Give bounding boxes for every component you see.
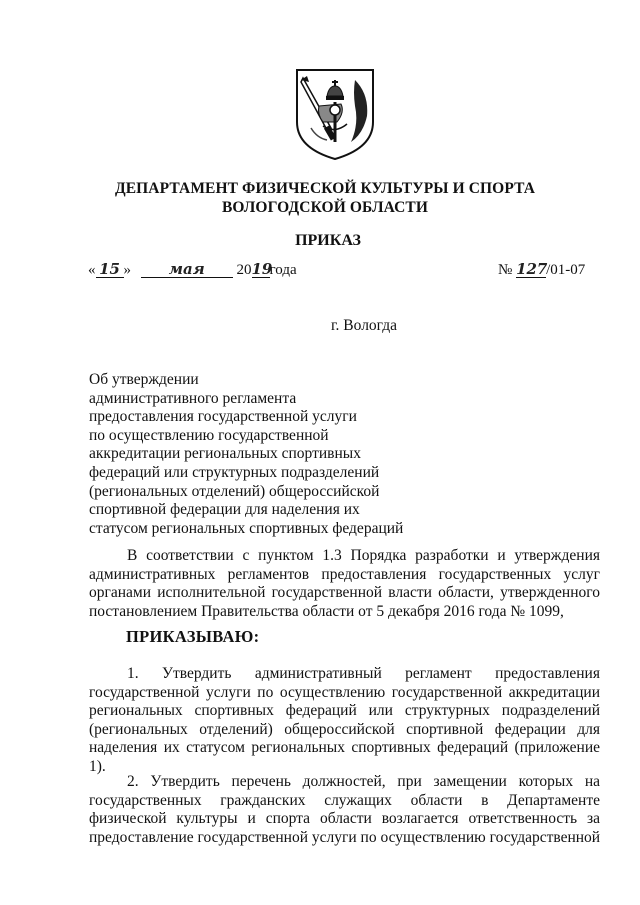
- preamble-line: В соответствии с пунктом 1.3 Порядка разработки и утверждения: [127, 547, 600, 564]
- item-1-line: (региональных отделений) общероссийской спортивной федерации для: [89, 720, 600, 738]
- item-2-line: физической культуры и спорта области возлагается ответственность за: [89, 810, 600, 828]
- item-1-line: государственной услуги по осуществлению государственной аккредитации: [89, 683, 600, 701]
- item-1-line: 1. Утвердить административный регламент предоставления: [127, 665, 600, 682]
- item-2-line: 2. Утвердить перечень должностей, при замещении которых на: [127, 773, 600, 790]
- subject-line: административного регламента: [89, 389, 297, 407]
- decree-heading: ПРИКАЗЫВАЮ:: [126, 627, 260, 646]
- item-2-paragraph: [89, 773, 600, 847]
- date-year-word: года: [269, 262, 297, 278]
- date-year-suffix: 19: [251, 260, 273, 278]
- preamble-line: постановлением Правительства области от 5 декабря 2016 года № 1099,: [89, 602, 564, 620]
- order-number: [498, 262, 585, 279]
- document-type-title: ПРИКАЗ: [295, 232, 361, 249]
- item-2-line: предоставление государственной услуги по осуществлению государственной: [89, 828, 601, 846]
- item-1-line: 1).: [89, 757, 106, 775]
- department-name-line2: ВОЛОГОДСКОЙ ОБЛАСТИ: [221, 199, 429, 216]
- preamble-paragraph: [89, 547, 600, 621]
- subject-line: Об утверждении: [89, 371, 199, 388]
- subject-line: федераций или структурных подразделений: [89, 463, 380, 481]
- subject-line: аккредитации региональных спортивных: [89, 445, 361, 463]
- date-day: 15: [96, 262, 124, 278]
- city-name: г. Вологда: [330, 317, 398, 334]
- number-suffix: /01-07: [546, 262, 586, 278]
- item-2-line: государственных гражданских служащих области в Департаменте: [89, 791, 600, 809]
- item-1-line: региональных спортивных федераций или структурных подразделений: [89, 702, 600, 720]
- coat-of-arms-icon: [293, 66, 377, 162]
- date-open-quote: «: [88, 262, 96, 278]
- date-close-quote: »: [123, 262, 131, 278]
- preamble-line: административных регламентов предоставления государственных услуг: [89, 565, 600, 583]
- item-1-paragraph: [89, 665, 600, 777]
- department-name-line1: ДЕПАРТАМЕНТ ФИЗИЧЕСКОЙ КУЛЬТУРЫ И СПОРТА: [114, 180, 536, 197]
- number-sign: №: [498, 262, 513, 278]
- preamble-line: органами исполнительной государственной власти области, утвержденного: [89, 584, 600, 602]
- subject-line: по осуществлению государственной: [89, 426, 329, 444]
- subject-line: (региональных отделений) общероссийской: [89, 482, 380, 500]
- subject-line: статусом региональных спортивных федераций: [89, 519, 404, 537]
- subject-line: спортивной федерации для наделения их: [89, 501, 360, 519]
- order-subject: [89, 371, 429, 538]
- subject-line: предоставления государственной услуги: [89, 408, 357, 426]
- date-year-prefix: 20: [236, 262, 252, 278]
- item-1-line: наделения их статусом региональных спортивных федераций (приложение: [89, 739, 600, 757]
- number-value: 127: [516, 260, 548, 278]
- date-month: мая: [141, 262, 233, 278]
- order-date: [88, 262, 297, 279]
